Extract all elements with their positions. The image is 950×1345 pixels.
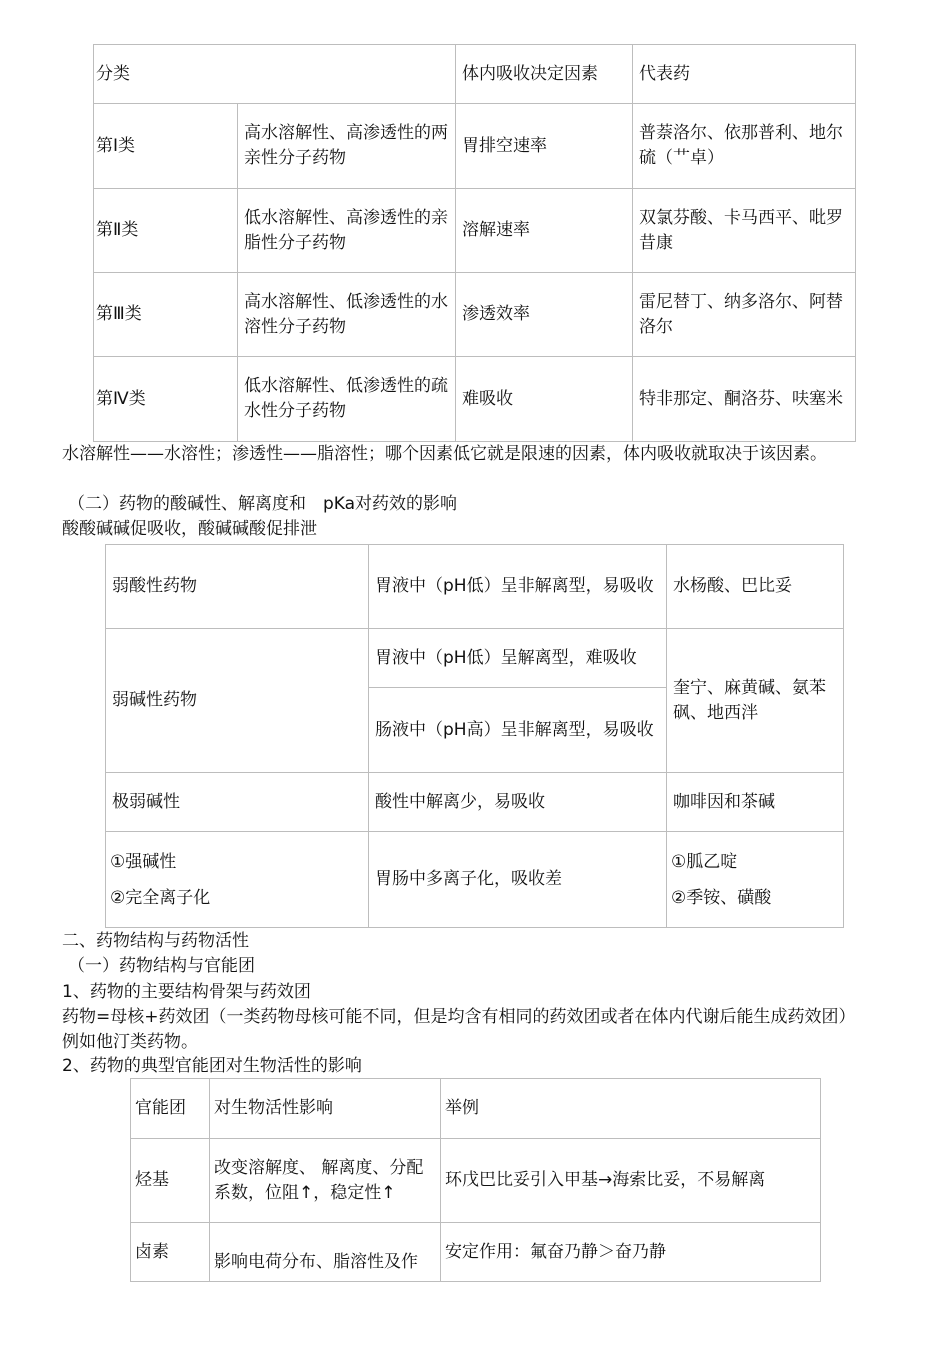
rule-acid-base: 酸酸碱碱促吸收，酸碱碱酸促排泄: [62, 519, 317, 539]
examples-cell: 奎宁、麻黄碱、氨苯砜、地西泮: [667, 629, 844, 773]
factor-cell: 胃排空速率: [456, 104, 633, 189]
type-cell: 弱酸性药物: [106, 545, 369, 629]
header-effect: 对生物活性影响: [210, 1079, 441, 1139]
examples-cell: 水杨酸、巴比妥: [667, 545, 844, 629]
desc-cell: 肠液中（pH高）呈非解离型，易吸收: [369, 688, 667, 773]
table-row: [94, 273, 856, 357]
table-row: [131, 1223, 821, 1282]
note-solubility: 水溶解性——水溶性；渗透性——脂溶性；哪个因素低它就是限速的因素，体内吸收就取决于该因素。: [62, 444, 827, 464]
factor-cell: 渗透效率: [456, 273, 633, 357]
effect-cell: 改变溶解度、 解离度、分配系数，位阻↑，稳定性↑: [210, 1139, 441, 1223]
drugs-cell: 普萘洛尔、依那普利、地尔硫（艹卓）: [633, 104, 856, 189]
header-example: 举例: [441, 1079, 821, 1139]
header-category: 分类: [94, 45, 456, 104]
table-row: [94, 357, 856, 442]
item-heading-1: 1、药物的主要结构骨架与药效团: [62, 982, 311, 1002]
table-header-row: [131, 1079, 821, 1139]
table-row: [131, 1139, 821, 1223]
desc-cell: 胃液中（pH低）呈非解离型，易吸收: [369, 545, 667, 629]
desc-cell: 高水溶解性、高渗透性的两亲性分子药物: [238, 104, 456, 189]
drugs-cell: 双氯芬酸、卡马西平、吡罗昔康: [633, 189, 856, 273]
table-row: [106, 629, 844, 688]
table-row: [94, 104, 856, 189]
subsection-heading: （一）药物结构与官能团: [68, 956, 255, 976]
factor-cell: 溶解速率: [456, 189, 633, 273]
example-cell: 环戊巴比妥引入甲基→海索比妥，不易解离: [441, 1139, 821, 1223]
heading-acid-base: （二）药物的酸碱性、解离度和 pKa对药效的影响: [68, 494, 458, 514]
section-heading: 二、药物结构与药物活性: [62, 931, 249, 951]
desc-cell: 高水溶解性、低渗透性的水溶性分子药物: [238, 273, 456, 357]
table-row: [106, 545, 844, 629]
functional-group-table: [130, 1078, 821, 1282]
type-cell: [106, 832, 369, 928]
bcs-table: [93, 44, 856, 442]
group-cell: 卤素: [131, 1223, 210, 1282]
fully-ionized-label: ②完全离子化: [110, 887, 211, 908]
header-drugs: 代表药: [633, 45, 856, 104]
drugs-cell: 雷尼替丁、纳多洛尔、阿替洛尔: [633, 273, 856, 357]
desc-cell: 酸性中解离少，易吸收: [369, 773, 667, 832]
examples-cell: 咖啡因和茶碱: [667, 773, 844, 832]
strong-base-label: ①强碱性: [110, 851, 177, 872]
item-text-1: 药物=母核+药效团（一类药物母核可能不同，但是均含有相同的药效团或者在体内代谢后能生成药效团）例如他汀类药物。: [62, 1007, 847, 1052]
table-row: [94, 189, 856, 273]
drugs-cell: 特非那定、酮洛芬、呋塞米: [633, 357, 856, 442]
example-cell: 安定作用：氟奋乃静＞奋乃静: [441, 1223, 821, 1282]
class-cell: 第Ⅱ类: [94, 189, 238, 273]
examples-cell: [667, 832, 844, 928]
table-header-row: [94, 45, 856, 104]
desc-cell: 胃液中（pH低）呈解离型，难吸收: [369, 629, 667, 688]
desc-cell: 胃肠中多离子化，吸收差: [369, 832, 667, 928]
table-row: [106, 773, 844, 832]
class-cell: 第Ⅳ类: [94, 357, 238, 442]
desc-cell: 低水溶解性、低渗透性的疏水性分子药物: [238, 357, 456, 442]
type-cell: 弱碱性药物: [106, 629, 369, 773]
header-factor: 体内吸收决定因素: [456, 45, 633, 104]
factor-cell: 难吸收: [456, 357, 633, 442]
desc-cell: 低水溶解性、高渗透性的亲脂性分子药物: [238, 189, 456, 273]
group-cell: 烃基: [131, 1139, 210, 1223]
type-cell: 极弱碱性: [106, 773, 369, 832]
class-cell: 第Ⅰ类: [94, 104, 238, 189]
example-1: ①胍乙啶: [671, 851, 738, 872]
item-heading-2: 2、药物的典型官能团对生物活性的影响: [62, 1056, 362, 1076]
effect-cell: 影响电荷分布、脂溶性及作: [210, 1223, 441, 1282]
header-group: 官能团: [131, 1079, 210, 1139]
example-2: ②季铵、磺酸: [671, 887, 772, 908]
acid-base-table: [105, 544, 844, 928]
class-cell: 第Ⅲ类: [94, 273, 238, 357]
table-row: [106, 832, 844, 928]
